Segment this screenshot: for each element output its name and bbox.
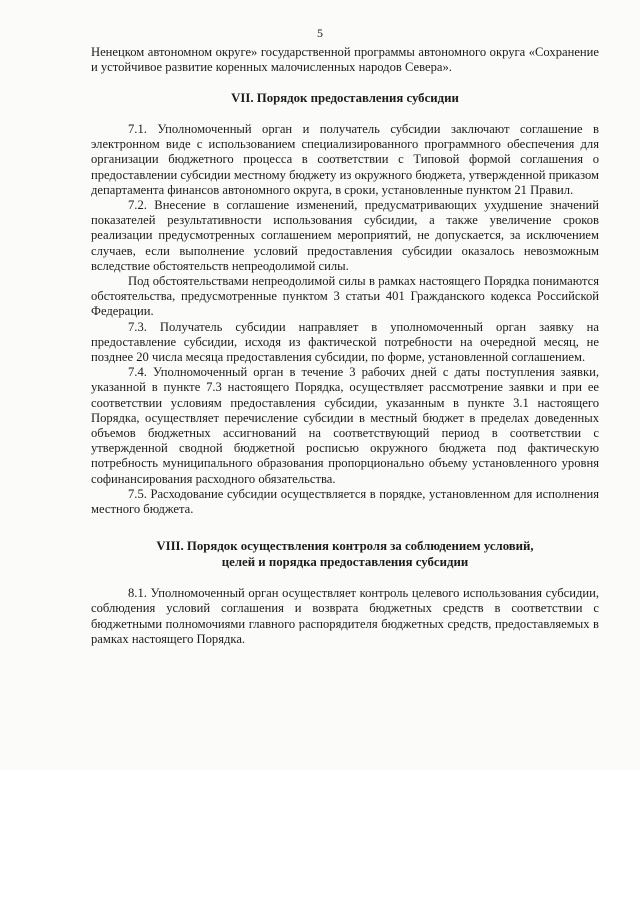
section-7-heading: VII. Порядок предоставления субсидии [231,91,459,106]
paragraph-7-1: 7.1. Уполномоченный орган и получатель субсидии заключают соглашение в электронном виде с использованием специализированного программного обеспечения для организации бюджетного процесса в соответствии с Типовой формой соглашения о предоставлении субсидии местному бюджету из окружного бюджета, утвержденной приказом департамента финансов автономного округа, в сроки, установленные пунктом 21 Правил. [91,121,599,197]
section-8-heading-line-1: VIII. Порядок осуществления контроля за соблюдением условий, [156,539,534,554]
document-body [91,45,599,647]
section-8-heading-line-2: целей и порядка предоставления субсидии [221,554,469,569]
paragraph-7-4: 7.4. Уполномоченный орган в течение 3 рабочих дней с даты поступления заявки, указанной в пункте 7.3 настоящего Порядка, осуществляет рассмотрение заявки и при ее соответствии условиям предоставления субсидии, указанным в пункте 3.1 настоящего Порядка, осуществляет перечисление субсидии в местный бюджет в пределах доведенных объемов бюджетных ассигнований на соответствующий период в соответствии с утвержденной сводной бюджетной росписью окружного бюджета под фактическую потребность муниципального образования пропорционально объему установленного уровня софинансирования расходного обязательства. [91,365,599,486]
paragraph-7-5: 7.5. Расходование субсидии осуществляется в порядке, установленном для исполнения местного бюджета. [91,486,599,516]
paragraph-force-majeure: Под обстоятельствами непреодолимой силы в рамках настоящего Порядка понимаются обстоятельства, предусмотренные пунктом 3 статьи 401 Гражданского кодекса Российской Федерации. [91,273,599,319]
paragraph-7-2: 7.2. Внесение в соглашение изменений, предусматривающих ухудшение значений показателей результативности использования субсидии, а также увеличение сроков реализации предусмотренных соглашением мероприятий, не допускается, за исключением случаев, если выполнение условий предоставления субсидии оказалось невозможным вследствие обстоятельств непреодолимой силы. [91,197,599,273]
intro-paragraph: Ненецком автономном округе» государственной программы автономного округа «Сохранение и устойчивое развитие коренных малочисленных народов Севера». [91,45,599,75]
paragraph-7-3: 7.3. Получатель субсидии направляет в уполномоченный орган заявку на предоставление субсидии, исходя из фактической потребности на очередной месяц, не позднее 20 числа месяца предоставления субсидии, по форме, установленной соглашением. [91,319,599,364]
page-number: 5 [317,26,323,40]
blank-margin [0,770,640,905]
paragraph-8-1: 8.1. Уполномоченный орган осуществляет контроль целевого использования субсидии, соблюдения условий соглашения и возврата бюджетных средств в соответствии с бюджетными полномочиями главного распорядителя бюджетных средств, предоставляемых в рамках настоящего Порядка. [91,586,599,646]
